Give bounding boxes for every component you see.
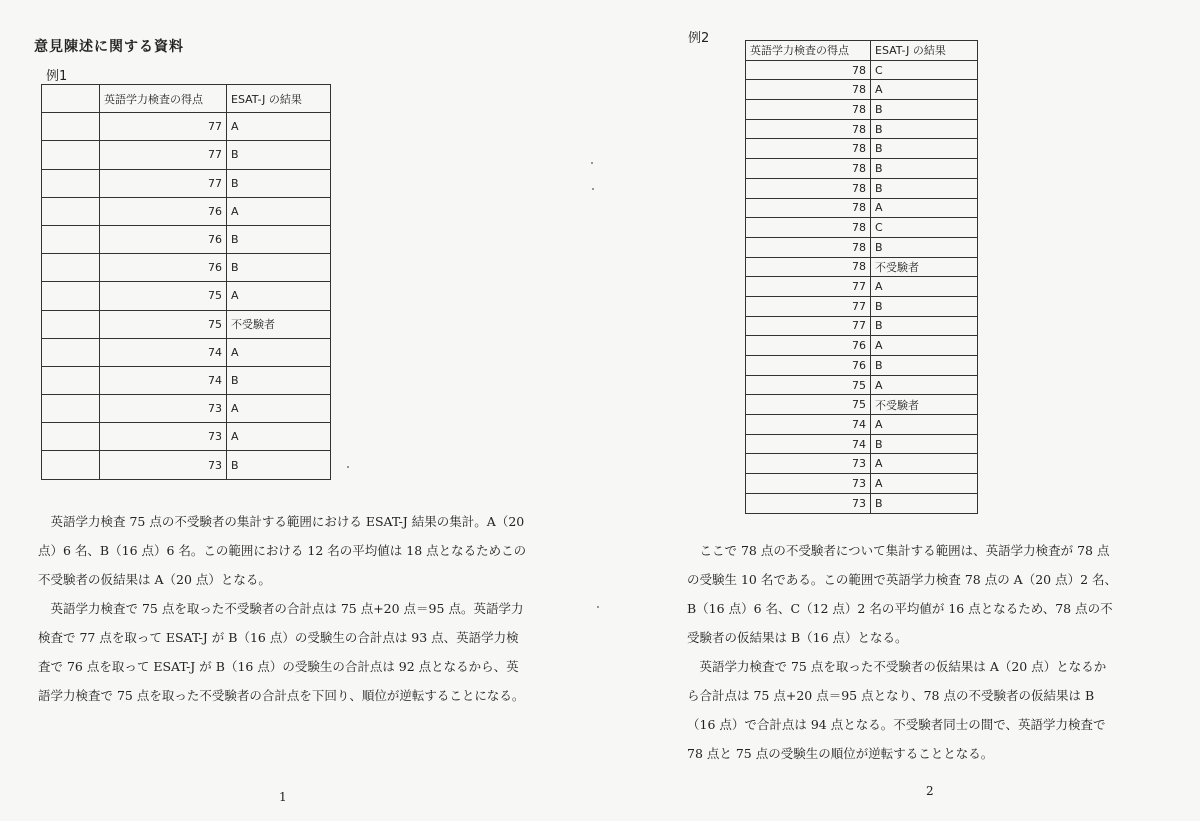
scan-speck: [597, 606, 599, 608]
table-row: [42, 254, 331, 282]
table-cell-res: B: [871, 296, 978, 316]
table-cell-res: A: [227, 113, 331, 141]
table-row: [42, 338, 331, 366]
table-cell-score: 78: [746, 80, 871, 100]
table-cell-score: 77: [100, 141, 227, 169]
table-cell-res: A: [227, 338, 331, 366]
table-row: [746, 80, 978, 100]
table-row: [746, 100, 978, 120]
table-cell-res: C: [871, 60, 978, 80]
table-row: [746, 257, 978, 277]
table-cell-score: 76: [746, 356, 871, 376]
table-cell-res: B: [871, 237, 978, 257]
table-cell-blank: [42, 141, 100, 169]
table-row: [746, 139, 978, 159]
table-row: [746, 237, 978, 257]
paragraph: ここで 78 点の不受験者について集計する範囲は、英語学力検査が 78 点の受験生 10 名である。この範囲で英語学力検査 78 点の A（20 点）2 名、B（16 点）6 名、C（12 点）2 名の平均値が 16 点となるため、78 点の不受験者の仮結果は B（16 点）となる。: [687, 543, 1118, 645]
table-cell-res: B: [871, 356, 978, 376]
table-cell-blank: [42, 197, 100, 225]
table-cell-score: 74: [746, 415, 871, 435]
page-number: 1: [279, 790, 287, 804]
header-cell-result: ESAT-J の結果: [871, 41, 978, 61]
paragraph: 英語学力検査 75 点の不受験者の集計する範囲における ESAT-J 結果の集計。A（20 点）6 名、B（16 点）6 名。この範囲における 12 名の平均値は 18 点となるためこの不受験者の仮結果は A（20 点）となる。: [38, 514, 527, 587]
table-cell-score: 78: [746, 60, 871, 80]
table-cell-res: 不受験者: [871, 257, 978, 277]
page-number: 2: [926, 784, 934, 798]
table-row: [42, 113, 331, 141]
example-1-label: 例1: [46, 69, 68, 84]
page-2-body-text: [687, 536, 1117, 768]
table-cell-res: 不受験者: [227, 310, 331, 338]
table-cell-score: 74: [100, 338, 227, 366]
table-row: [42, 310, 331, 338]
table-cell-res: A: [871, 277, 978, 297]
scan-speck: [592, 188, 594, 190]
example-2-table-body: [746, 60, 978, 513]
table-cell-res: B: [227, 169, 331, 197]
table-header-row: [42, 85, 331, 113]
table-row: [746, 415, 978, 435]
table-cell-res: A: [227, 282, 331, 310]
scan-speck: [347, 466, 349, 468]
table-cell-blank: [42, 338, 100, 366]
table-row: [746, 454, 978, 474]
table-cell-res: A: [227, 197, 331, 225]
table-cell-score: 76: [100, 225, 227, 253]
table-cell-score: 74: [746, 434, 871, 454]
table-row: [42, 451, 331, 479]
table-row: [746, 395, 978, 415]
table-cell-blank: [42, 423, 100, 451]
table-cell-score: 78: [746, 237, 871, 257]
table-row: [746, 434, 978, 454]
table-cell-score: 77: [100, 113, 227, 141]
table-cell-res: A: [871, 474, 978, 494]
header-cell-score: 英語学力検査の得点: [100, 85, 227, 113]
table-cell-score: 75: [100, 282, 227, 310]
table-cell-score: 76: [100, 254, 227, 282]
table-cell-res: B: [871, 100, 978, 120]
table-row: [746, 198, 978, 218]
table-cell-blank: [42, 366, 100, 394]
table-cell-res: B: [871, 139, 978, 159]
table-row: [42, 141, 331, 169]
table-cell-score: 73: [100, 423, 227, 451]
table-cell-score: 78: [746, 198, 871, 218]
header-cell-score: 英語学力検査の得点: [746, 41, 871, 61]
table-cell-blank: [42, 395, 100, 423]
table-cell-res: B: [227, 366, 331, 394]
header-cell-result: ESAT-J の結果: [227, 85, 331, 113]
table-cell-res: 不受験者: [871, 395, 978, 415]
example-1-table: [41, 84, 331, 480]
table-cell-score: 73: [100, 451, 227, 479]
table-cell-score: 76: [746, 336, 871, 356]
table-cell-res: A: [871, 375, 978, 395]
example-2-table: [745, 40, 978, 514]
scan-speck: [591, 162, 593, 164]
table-cell-res: A: [871, 454, 978, 474]
table-cell-score: 78: [746, 178, 871, 198]
table-cell-score: 73: [746, 493, 871, 513]
table-row: [746, 218, 978, 238]
paragraph: 英語学力検査で 75 点を取った不受験者の仮結果は A（20 点）となるから合計点は 75 点+20 点＝95 点となり、78 点の不受験者の仮結果は B（16 点）で合計点は 94 点となる。不受験者同士の間で、英語学力検査で 78 点と 75 点の受験生の順位が逆転することとなる。: [687, 659, 1107, 761]
table-cell-res: B: [871, 119, 978, 139]
table-row: [746, 356, 978, 376]
page-1-body-text: [38, 507, 530, 710]
table-cell-res: B: [227, 254, 331, 282]
example-1-table-body: [42, 113, 331, 479]
table-row: [42, 423, 331, 451]
table-cell-res: A: [227, 423, 331, 451]
table-cell-score: 77: [746, 277, 871, 297]
table-cell-blank: [42, 282, 100, 310]
table-cell-score: 74: [100, 366, 227, 394]
table-cell-blank: [42, 310, 100, 338]
table-row: [42, 197, 331, 225]
table-row: [746, 316, 978, 336]
table-cell-res: B: [871, 493, 978, 513]
table-cell-score: 77: [746, 296, 871, 316]
table-header-row: [746, 41, 978, 61]
example-2-label: 例2: [688, 31, 710, 46]
table-cell-res: B: [871, 159, 978, 179]
table-row: [42, 366, 331, 394]
table-cell-score: 75: [746, 395, 871, 415]
table-cell-blank: [42, 169, 100, 197]
table-cell-blank: [42, 254, 100, 282]
table-row: [746, 159, 978, 179]
table-cell-res: A: [871, 198, 978, 218]
table-cell-score: 78: [746, 100, 871, 120]
table-cell-blank: [42, 225, 100, 253]
table-row: [746, 375, 978, 395]
table-cell-score: 77: [746, 316, 871, 336]
table-cell-score: 78: [746, 218, 871, 238]
table-cell-score: 73: [746, 454, 871, 474]
table-row: [746, 178, 978, 198]
table-row: [746, 474, 978, 494]
table-cell-score: 78: [746, 159, 871, 179]
table-row: [746, 336, 978, 356]
document-title: 意見陳述に関する資料: [34, 39, 184, 55]
table-cell-score: 73: [746, 474, 871, 494]
table-row: [42, 282, 331, 310]
table-cell-res: B: [871, 434, 978, 454]
table-cell-score: 73: [100, 395, 227, 423]
page-2: [600, 0, 1200, 821]
table-cell-score: 78: [746, 257, 871, 277]
table-row: [42, 225, 331, 253]
table-row: [746, 296, 978, 316]
table-cell-res: A: [227, 395, 331, 423]
table-cell-blank: [42, 451, 100, 479]
table-cell-res: B: [871, 316, 978, 336]
table-cell-res: B: [227, 225, 331, 253]
table-cell-res: A: [871, 80, 978, 100]
table-cell-res: B: [227, 451, 331, 479]
table-cell-score: 77: [100, 169, 227, 197]
table-row: [42, 169, 331, 197]
table-cell-blank: [42, 113, 100, 141]
table-row: [746, 493, 978, 513]
table-row: [746, 277, 978, 297]
table-cell-score: 78: [746, 139, 871, 159]
header-cell-blank: [42, 85, 100, 113]
table-cell-res: A: [871, 336, 978, 356]
table-row: [42, 395, 331, 423]
table-cell-score: 75: [746, 375, 871, 395]
table-cell-score: 75: [100, 310, 227, 338]
table-cell-res: B: [227, 141, 331, 169]
table-cell-res: B: [871, 178, 978, 198]
paragraph: 英語学力検査で 75 点を取った不受験者の合計点は 75 点+20 点＝95 点。英語学力検査で 77 点を取って ESAT-J が B（16 点）の受験生の合計点は 93 点、英語学力検査で 76 点を取って ESAT-J が B（16 点）の受験生の合計点は 92 点となるから、英語学力検査で 75 点を取った不受験者の合計点を下回り、順位が逆転することになる。: [38, 601, 525, 703]
table-row: [746, 119, 978, 139]
table-cell-res: A: [871, 415, 978, 435]
table-row: [746, 60, 978, 80]
table-cell-res: C: [871, 218, 978, 238]
table-cell-score: 78: [746, 119, 871, 139]
table-cell-score: 76: [100, 197, 227, 225]
